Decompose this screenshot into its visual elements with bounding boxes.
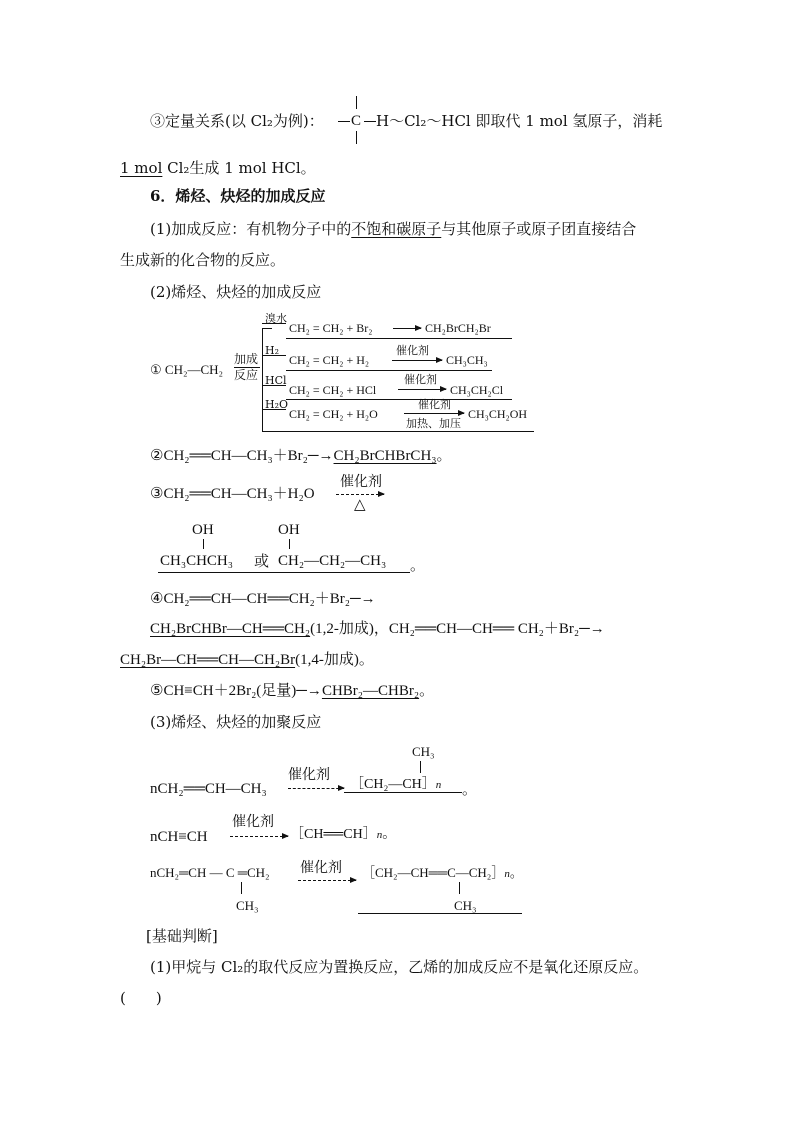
r3-catalyst: 催化剂 bbox=[404, 373, 437, 386]
r2-catalyst: 催化剂 bbox=[396, 344, 429, 357]
eq3-oh1: OH bbox=[192, 522, 214, 538]
poly3-underline bbox=[358, 913, 522, 914]
r1-arrow bbox=[393, 328, 421, 329]
bond-left bbox=[338, 121, 350, 122]
r2-arrow bbox=[392, 360, 442, 361]
poly3-end: 。 bbox=[509, 865, 523, 880]
r2-line bbox=[262, 355, 286, 356]
poly1-end: 。 bbox=[462, 780, 478, 798]
poly3-arrow bbox=[298, 880, 356, 881]
eq4-12-product: CH₂BrCHBr—CH══CH₂ bbox=[150, 621, 311, 637]
s6-p1 bbox=[150, 219, 636, 239]
r4-product: CH₃CH₂OH bbox=[468, 407, 528, 421]
scheme-mid-line bbox=[234, 367, 260, 368]
eq4-12-text: (1,2-加成)，CH₂══CH—CH══ CH₂＋Br₂─→ bbox=[310, 621, 605, 637]
eq4-14-product: CH₂Br—CH══CH—CH₂Br bbox=[120, 652, 296, 668]
eq3-product2: CH₂—CH₂—CH₃ bbox=[278, 553, 387, 569]
eq3-lhs: ③CH₂══CH—CH₃＋H₂O bbox=[150, 486, 315, 502]
poly1-branch bbox=[420, 761, 421, 773]
r1-underline bbox=[286, 338, 512, 339]
bond-up bbox=[356, 96, 357, 109]
q3-cont-underlined: 1 mol bbox=[120, 159, 163, 177]
bond-down bbox=[356, 131, 357, 144]
poly3-lhs: nCH₂═CH — C ═CH₂ bbox=[150, 865, 270, 880]
eq3-oh2: OH bbox=[278, 522, 300, 538]
r4-condition: 加热、加压 bbox=[406, 417, 461, 430]
eq3-or: 或 bbox=[254, 552, 270, 570]
eq5-end: 。 bbox=[419, 683, 435, 699]
eq5-product: CHBr₂—CHBr₂ bbox=[321, 683, 420, 699]
q3-line bbox=[150, 111, 324, 131]
poly3-ch3-lhs: CH₃ bbox=[236, 898, 259, 913]
q3-cont-text: Cl₂生成 1 mol HCl。 bbox=[162, 159, 316, 177]
poly2-arrow bbox=[230, 836, 288, 837]
poly2-product bbox=[290, 825, 396, 845]
poly3-rhs-branch bbox=[459, 882, 460, 894]
judge-q1: (1)甲烷与 Cl₂的取代反应为置换反应，乙烯的加成反应不是氧化还原反应。 bbox=[150, 958, 649, 976]
poly2-n: n bbox=[376, 829, 383, 841]
eq4-lhs: ④CH₂══CH—CH══CH₂＋Br₂─→ bbox=[150, 591, 376, 607]
r4-line bbox=[262, 409, 286, 410]
r4-catalyst: 催化剂 bbox=[418, 398, 451, 411]
r1-line bbox=[262, 323, 286, 324]
r2-equation: CH₂ = CH₂ + H₂ bbox=[289, 353, 370, 367]
q3-cont bbox=[120, 158, 316, 178]
r1-product: CH₂BrCH₂Br bbox=[425, 321, 491, 335]
r3-equation: CH₂ = CH₂ + HCl bbox=[289, 383, 377, 397]
section-6-title: 6．烯烃、炔烃的加成反应 bbox=[150, 187, 326, 205]
s6-p1c: 生成新的化合物的反应。 bbox=[120, 251, 286, 269]
r3-reagent: HCl bbox=[265, 374, 287, 387]
poly1-arrow bbox=[288, 788, 344, 789]
scheme-start-formula: CH₂—CH₂ bbox=[164, 362, 224, 377]
eq4-line3 bbox=[120, 650, 374, 670]
poly2-unit: ［CH══CH］ bbox=[290, 827, 377, 842]
r2-reagent: H₂ bbox=[265, 344, 280, 357]
scheme-bracket bbox=[262, 328, 263, 432]
r4-reagent: H₂O bbox=[265, 398, 289, 411]
judge-answer-blank[interactable]: ( ) bbox=[120, 989, 162, 1007]
poly2-end: 。 bbox=[382, 827, 397, 842]
poly3-product bbox=[362, 863, 523, 884]
r3-product: CH₃CH₂Cl bbox=[450, 383, 504, 397]
poly2-catalyst: 催化剂 bbox=[232, 814, 274, 830]
eq3-underline bbox=[158, 572, 410, 573]
eq3-oh1-bond bbox=[203, 539, 204, 549]
r3-arrow bbox=[398, 389, 446, 390]
eq4-14-text: (1,4-加成)。 bbox=[295, 652, 374, 668]
poly3-ch3-rhs: CH₃ bbox=[454, 898, 477, 913]
eq3-end: 。 bbox=[410, 556, 426, 574]
judge-title: [基础判断] bbox=[146, 927, 218, 945]
eq2-lhs: ②CH₂══CH—CH₃＋Br₂─→ bbox=[150, 448, 334, 464]
eq2 bbox=[150, 446, 452, 466]
r3-underline bbox=[286, 399, 512, 400]
r4-equation: CH₂ = CH₂ + H₂O bbox=[289, 407, 378, 421]
scheme-num: ① bbox=[150, 362, 162, 377]
scheme-bottom-line bbox=[262, 431, 534, 432]
r1-reagent: 溴水 bbox=[265, 312, 287, 325]
poly3-lhs-branch bbox=[241, 882, 242, 894]
bond-right bbox=[364, 121, 376, 122]
eq3-oh2-bond bbox=[289, 539, 290, 549]
eq4-line2 bbox=[150, 619, 605, 639]
s6-p2: (2)烯烃、炔烃的加成反应 bbox=[150, 283, 322, 301]
poly1-ch3: CH₃ bbox=[412, 744, 435, 759]
poly1-underline bbox=[344, 792, 462, 793]
poly1-catalyst: 催化剂 bbox=[288, 767, 330, 783]
poly1-unit: ［CH₂—CH］ bbox=[350, 777, 436, 792]
scheme-mid1: 加成 bbox=[234, 352, 259, 366]
s3-title: (3)烯烃、炔烃的加聚反应 bbox=[150, 713, 322, 731]
q3-rest: H～Cl₂～HCl 即取代 1 mol 氢原子，消耗 bbox=[376, 112, 663, 130]
r1-equation: CH₂ = CH₂ + Br₂ bbox=[289, 321, 373, 335]
eq3-catalyst: 催化剂 bbox=[340, 474, 382, 490]
scheme-start bbox=[150, 360, 223, 380]
eq3-condition: △ bbox=[354, 495, 366, 513]
poly3-unit: ［CH₂—CH══C—CH₂］ bbox=[362, 865, 505, 880]
r2-underline bbox=[286, 370, 492, 371]
poly1-n: n bbox=[435, 779, 442, 791]
poly3-n: n bbox=[504, 868, 510, 880]
poly1-lhs: nCH₂══CH—CH₃ bbox=[150, 781, 267, 797]
eq3-product1: CH₃CHCH₃ bbox=[160, 553, 233, 569]
eq5-lhs: ⑤CH≡CH＋2Br₂(足量)─→ bbox=[150, 683, 322, 699]
carbon-atom: C bbox=[351, 113, 362, 129]
s6-p1b: 与其他原子或原子团直接结合 bbox=[441, 220, 637, 238]
poly3-catalyst: 催化剂 bbox=[300, 860, 342, 876]
scheme-mid2: 反应 bbox=[234, 368, 259, 382]
s6-p1a: (1)加成反应：有机物分子中的 bbox=[150, 220, 352, 238]
eq5 bbox=[150, 681, 434, 701]
poly2-lhs: nCH≡CH bbox=[150, 829, 208, 845]
eq2-end: 。 bbox=[436, 448, 452, 464]
r2-product: CH₃CH₃ bbox=[446, 353, 488, 367]
eq2-product: CH₂BrCHBrCH₃ bbox=[333, 448, 437, 464]
r3-line bbox=[262, 385, 286, 386]
s6-p1-underlined: 不饱和碳原子 bbox=[351, 220, 442, 238]
q3-prefix: ③定量关系(以 Cl₂为例)： bbox=[150, 112, 324, 130]
